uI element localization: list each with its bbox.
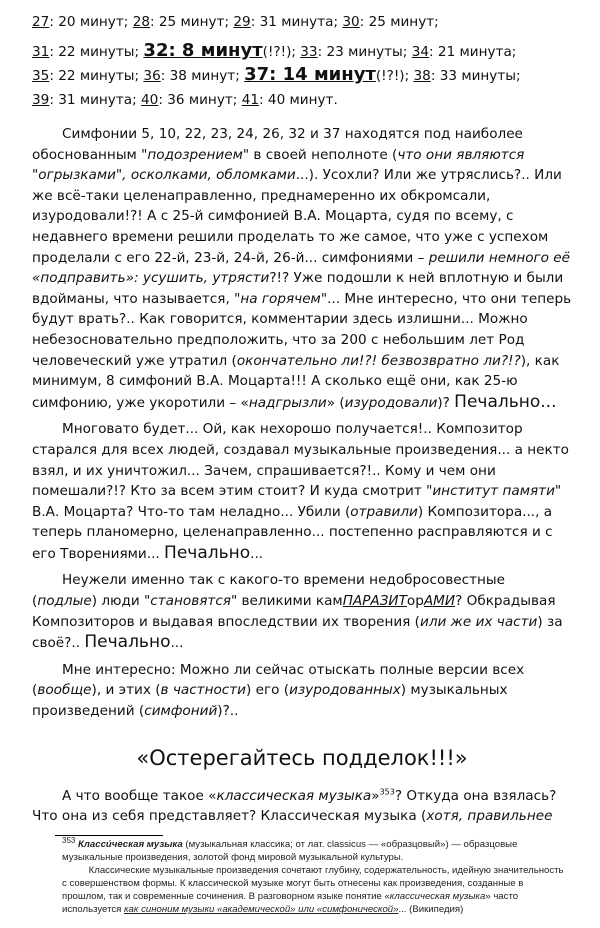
- text-segment: Печально...: [454, 391, 557, 412]
- text-segment: ? Обкрадывая Композиторов и выдавая впоследствии их творения (: [32, 593, 556, 630]
- symphony-number-link: 31: [32, 44, 50, 60]
- symphony-number-link: 38: [413, 68, 431, 84]
- text-segment: : 31 минута;: [49, 92, 142, 108]
- text-segment: надгрызли: [248, 394, 327, 411]
- text-segment: ...). Усохли? Или же утряслись?.. Или же всё-таки целенаправленно, преднамеренно их обкромсали, изуродовали!?! А с 25-й симфонией В.А. Моцарта, судя по всему, с недавнего времени решили проделать то же самое, что уже с успехом проделали с его 22-й, 23-й, 24-й, 26-й... симфониями –: [32, 167, 562, 266]
- text-segment: : 22 минуты;: [49, 44, 144, 60]
- text-segment: окончательно ли!?! безвозвратно ли?!?: [236, 352, 521, 369]
- symphony-number-link: 39: [32, 92, 50, 108]
- text-segment: Класси́ческая музыка: [78, 838, 183, 850]
- text-segment: как синоним музыки «академической» или «симфонической»: [124, 903, 399, 915]
- document-page: [32, 0, 572, 827]
- paragraph-2: [32, 419, 572, 564]
- text-segment: Многовато будет... Ой, как нехорошо получается!.. Композитор старался для всех людей, создавал музыкальные произведения... а некто взял, и их уничтожил... Зачем, спрашивается?!.. Кому и чем они помешали?!? Кто за всем этим стоит? И куда смотрит ": [32, 421, 569, 500]
- paragraph-4: [32, 660, 572, 722]
- text-segment: ) музыкальных произведений (: [32, 682, 508, 720]
- text-segment: Симфонии 5, 10, 22, 23, 24, 26, 32 и 37 находятся под наиболее обоснованным ": [32, 126, 523, 163]
- text-segment: : 38 минут;: [160, 68, 245, 84]
- text-segment: ), как минимум, 8 симфоний В.А. Моцарта!!! А сколько ещё они, как 25-ю симфонию, уже укоротили – «: [32, 352, 560, 411]
- text-segment: : 40 минут.: [259, 92, 338, 108]
- text-segment: изуродованных: [289, 682, 401, 699]
- text-segment: ...: [250, 545, 264, 562]
- symphony-number-link: 28: [132, 14, 150, 30]
- symphony-number-link: 30: [342, 14, 360, 30]
- text-segment: симфоний: [144, 703, 218, 720]
- text-segment: что они являются "огрызками", осколками, обломками: [32, 146, 525, 184]
- text-segment: Классические музыкальные произведения сочетают глубину, содержательность, идейную значительность с совершенством формы. К классической музыке могут быть отнесены как произведения, созданные в прошлом, так и современные сочинения. В разговорном языке понятие «: [62, 864, 564, 902]
- text-segment: ) люди ": [91, 593, 151, 610]
- text-segment: ) за своё?..: [32, 613, 563, 652]
- text-segment: классическая музыка: [216, 787, 372, 804]
- text-segment: А что вообще такое «: [62, 787, 217, 804]
- text-segment: )?..: [217, 703, 239, 720]
- text-segment: АМИ: [423, 593, 456, 610]
- text-segment: : 21 минута;: [429, 44, 517, 60]
- text-segment: )?: [437, 394, 455, 411]
- text-segment: Печально: [84, 632, 171, 653]
- text-segment: институт памяти: [432, 483, 555, 500]
- text-segment: изуродовали: [344, 394, 438, 411]
- text-segment: (!?!);: [262, 44, 301, 60]
- text-segment: 37: 14 минут: [244, 64, 376, 85]
- durations-lines: [32, 40, 572, 112]
- symphony-number-link: 27: [32, 14, 50, 30]
- symphony-number-link: 29: [233, 14, 251, 30]
- text-segment: : 23 минуты;: [317, 44, 412, 60]
- text-segment: ?!? Уже подошли к ней вплотную и были вдойманы, что называется, ": [32, 270, 564, 307]
- text-segment: ), и этих (: [91, 682, 161, 699]
- text-segment: ) его (: [246, 682, 290, 699]
- text-segment: отравили: [350, 503, 418, 520]
- text-segment: " великими кам: [230, 593, 343, 610]
- symphony-number-link: 41: [241, 92, 260, 108]
- text-segment: становятся: [150, 593, 231, 610]
- text-segment: : 25 минут;: [150, 14, 234, 30]
- text-segment: ...: [170, 635, 184, 652]
- text-segment: классическая музыка: [389, 890, 486, 902]
- text-segment: Печально: [164, 542, 251, 563]
- symphony-number-link: 36: [143, 68, 161, 84]
- symphony-number-link: 35: [32, 68, 50, 84]
- text-segment: : 20 минут;: [49, 14, 133, 30]
- text-segment: решили немного её «подправить»: усушить, утрясти: [32, 249, 571, 287]
- text-segment: подозрением: [147, 146, 243, 163]
- text-segment: " В.А. Моцарта? Что-то там неладно... Убили (: [32, 483, 562, 520]
- paragraph-3: [32, 570, 572, 653]
- text-segment: Мне интересно: Можно ли сейчас отыскать полные версии всех (: [32, 661, 525, 699]
- text-segment: в частности: [160, 682, 247, 699]
- text-segment: хотя, правильнее: [426, 808, 553, 825]
- text-segment: : 25 минут;: [359, 14, 439, 30]
- symphony-number-link: 40: [141, 92, 159, 108]
- text-segment: ор: [406, 593, 424, 610]
- text-segment: ? Откуда она взялась? Что она из себя представляет? Классическая музыка (: [32, 787, 557, 825]
- text-segment: : 31 минута;: [250, 14, 343, 30]
- paragraph-1: [32, 124, 572, 413]
- text-segment: "... Мне интересно, что они теперь будут врать?.. Как говорится, комментарии здесь излишни... Можно небезосновательно предположить, что за 200 с небольшим лет Род человеческий уже утратил (: [32, 290, 572, 369]
- text-segment: подлые: [37, 593, 92, 610]
- footnote-area: [55, 835, 565, 916]
- text-segment: вообще: [37, 682, 92, 699]
- text-segment: на горячем: [240, 290, 321, 307]
- text-segment: Неужели именно так с какого-то времени недобросовестные (: [32, 572, 506, 610]
- text-segment: " в своей неполноте (: [242, 146, 398, 163]
- text-segment: ) Композитора..., а теперь планомерно, целенаправленно... постепенно расправляются и с его Творениями...: [32, 503, 553, 562]
- symphony-number-link: 34: [411, 44, 430, 60]
- text-segment: ... (Википедия): [398, 903, 464, 915]
- text-segment: (!?!);: [375, 68, 414, 84]
- text-segment: или же их части: [419, 613, 538, 630]
- text-segment: : 33 минуты;: [430, 68, 521, 84]
- text-segment: 32: 8 минут: [143, 40, 263, 61]
- text-segment: : 22 минуты;: [49, 68, 144, 84]
- text-segment: »: [371, 787, 380, 804]
- paragraph-5: [32, 786, 572, 827]
- footnote-ref[interactable]: 353: [62, 835, 76, 845]
- symphony-number-link: 33: [300, 44, 318, 60]
- text-segment: (музыкальная классика; от лат. classicus — «образцовый») — образцовые музыкальные произведения, золотой фонд мировой музыкальной культуры.: [62, 838, 518, 863]
- footnote-ref[interactable]: 353: [379, 787, 395, 797]
- section-heading: «Остерегайтесь подделок!!!»: [136, 745, 468, 770]
- text-segment: » часто используется: [62, 890, 519, 915]
- durations-line-1: [32, 10, 572, 34]
- text-segment: : 36 минут;: [158, 92, 242, 108]
- text-segment: ПАРАЗИТ: [342, 593, 407, 610]
- text-segment: » (: [326, 394, 345, 411]
